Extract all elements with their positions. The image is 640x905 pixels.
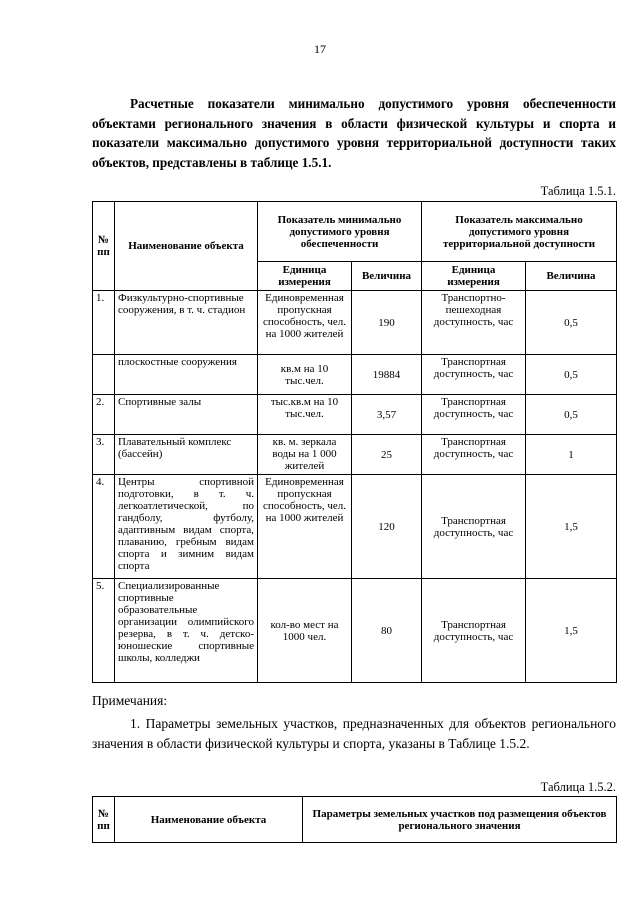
row-name: Спортивные залы (115, 395, 258, 435)
table-row (93, 579, 617, 683)
row-unit-1: кол-во мест на 1000 чел. (258, 579, 352, 683)
row-unit-1: Единовременная пропускная способность, чел. на 1000 жителей (258, 475, 352, 579)
row-name: Центры спортивной подготовки, в т. ч. легкоатлетической, по гандболу, футболу, адаптивным видам спорта, плаванию, гребным видам спорта и зимним видам спорта (115, 475, 258, 579)
row-unit-2: Транспортная доступность, час (422, 475, 526, 579)
row-value-1: 19884 (352, 355, 422, 395)
row-unit-2: Транспортная доступность, час (422, 395, 526, 435)
row-value-1: 25 (352, 435, 422, 475)
header-num: № пп (93, 797, 115, 843)
table-row (93, 395, 617, 435)
intro-paragraph: Расчетные показатели минимально допустимого уровня обеспеченности объектами регионального значения в области физической культуры и спорта и показатели максимально допустимого уровня территориальной доступности таких объектов, представлены в таблице 1.5.1. (92, 96, 616, 170)
row-value-2: 1 (526, 435, 617, 475)
row-unit-2: Транспортная доступность, час (422, 579, 526, 683)
row-value-2: 1,5 (526, 579, 617, 683)
row-value-2: 0,5 (526, 355, 617, 395)
header-num: № пп (93, 202, 115, 291)
row-name: Плавательный комплекс (бассейн) (115, 435, 258, 475)
row-value-1: 120 (352, 475, 422, 579)
row-num: 5. (93, 579, 115, 683)
row-name: плоскостные сооружения (115, 355, 258, 395)
row-value-2: 0,5 (526, 291, 617, 355)
row-unit-1: кв.м на 10 тыс.чел. (258, 355, 352, 395)
row-unit-1: кв. м. зеркала воды на 1 000 жителей (258, 435, 352, 475)
row-unit-1: Единовременная пропускная способность, чел. на 1000 жителей (258, 291, 352, 355)
row-unit-2: Транспортная доступность, час (422, 435, 526, 475)
header-unit-1: Единица измерения (258, 262, 352, 291)
row-name: Специализированные спортивные образовательные организации олимпийского резерва, в т. ч. детско-юношеские спортивные школы, колледжи (115, 579, 258, 683)
table-1-caption: Таблица 1.5.1. (540, 184, 616, 198)
note-1: 1. Параметры земельных участков, предназначенных для объектов регионального значения в области физической культуры и спорта, указаны в Таблице 1.5.2. (92, 716, 616, 751)
row-value-1: 3,57 (352, 395, 422, 435)
table-2-caption: Таблица 1.5.2. (540, 780, 616, 794)
table-1-5-1 (92, 201, 617, 683)
header-name: Наименование объекта (115, 797, 303, 843)
row-name: Физкультурно-спортивные сооружения, в т. ч. стадион (115, 291, 258, 355)
notes-title: Примечания: (92, 693, 168, 708)
table-row (93, 435, 617, 475)
row-num (93, 355, 115, 395)
header-params: Параметры земельных участков под размещения объектов регионального значения (303, 797, 617, 843)
header-name: Наименование объекта (115, 202, 258, 291)
row-value-2: 1,5 (526, 475, 617, 579)
table-row (93, 291, 617, 355)
row-value-1: 80 (352, 579, 422, 683)
row-value-2: 0,5 (526, 395, 617, 435)
row-num: 2. (93, 395, 115, 435)
row-unit-2: Транспортно-пешеходная доступность, час (422, 291, 526, 355)
row-num: 4. (93, 475, 115, 579)
row-unit-1: тыс.кв.м на 10 тыс.чел. (258, 395, 352, 435)
table-row (93, 475, 617, 579)
header-value-1: Величина (352, 262, 422, 291)
row-num: 3. (93, 435, 115, 475)
row-value-1: 190 (352, 291, 422, 355)
header-access: Показатель максимально допустимого уровня территориальной доступности (422, 202, 617, 262)
table-1-5-2 (92, 796, 617, 843)
page-number: 17 (314, 42, 326, 56)
header-value-2: Величина (526, 262, 617, 291)
header-unit-2: Единица измерения (422, 262, 526, 291)
table-row (93, 355, 617, 395)
row-num: 1. (93, 291, 115, 355)
row-unit-2: Транспортная доступность, час (422, 355, 526, 395)
header-provision: Показатель минимально допустимого уровня обеспеченности (258, 202, 422, 262)
